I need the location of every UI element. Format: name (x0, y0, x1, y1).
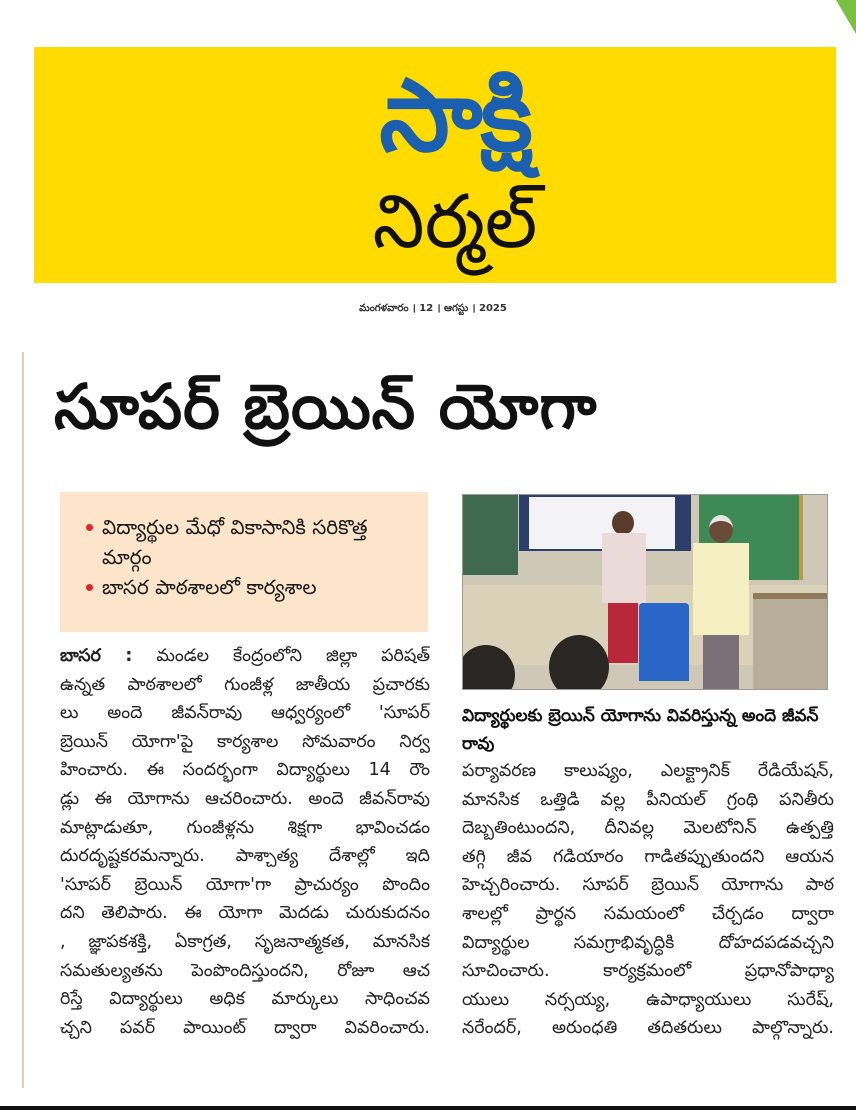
body-line: విద్యార్థుల సమగ్రాభివృద్ధికి దోహదపడవచ్చని (462, 932, 834, 953)
corner-tab-decoration (836, 0, 856, 34)
dateline-place: బాసర : (60, 646, 133, 666)
body-line: శాలల్లో ప్రార్థన సమయంలో చేర్చడం ద్వారా (462, 903, 834, 924)
bullet-icon (86, 584, 93, 591)
body-line: లు అందె జీవన్‌రావు ఆధ్వర్యంలో 'సూపర్ (60, 703, 430, 724)
highlight-text: బాసర పాఠశాలలో కార్యశాల (102, 575, 317, 599)
newspaper-brand-logo: సాక్షి (379, 57, 531, 174)
photo-caption: విద్యార్థులకు బ్రెయిన్ యోగాను వివరిస్తున్న అందె జీవన్ రావు (462, 706, 819, 754)
body-line: సమతుల్యతను పెంపొందిస్తుందని, రోజూ ఆచ (60, 960, 430, 981)
body-line: దెబ్బతింటుందని, దీనివల్ల మెలటోనిన్ ఉత్పత్తి (462, 818, 834, 839)
edition-name: నిర్మల్ (372, 179, 538, 265)
body-line: హించారు. ఈ సందర్భంగా విద్యార్థులు 14 రౌం (60, 760, 430, 781)
body-line: ఉన్నత పాఠశాలలో గుంజీళ్ల జాతీయ ప్రచారకు (60, 674, 430, 695)
bottom-divider (0, 1106, 856, 1110)
article-headline: సూపర్ బ్రెయిన్ యోగా (54, 370, 598, 443)
body-line: మానసిక ఒత్తిడి వల్ల పీనియల్ గ్రంథి పనితీరు (462, 789, 834, 810)
highlights-box (60, 492, 428, 632)
bullet-icon (86, 524, 93, 531)
highlight-item (86, 572, 410, 602)
body-line: రిస్తే విద్యార్థులు అధిక మార్కులు సాధించవ (60, 989, 430, 1010)
body-line: దని తెలిపారు. ఈ యోగా మెదడు చురుకుదనం (60, 903, 430, 924)
newspaper-masthead (34, 47, 836, 283)
body-line: 'సూపర్ బ్రెయిన్ యోగా'గా ప్రాచుర్యం పొందిం (60, 874, 430, 895)
body-line: నరేందర్, అరుంధతి తదితరులు పాల్గొన్నారు. (462, 1018, 834, 1039)
body-line: యులు నర్సయ్య, ఉపాధ్యాయులు సురేష్, (462, 989, 834, 1010)
body-line: హెచ్చరించారు. సూపర్ బ్రెయిన్ యోగాను పాఠ (462, 875, 834, 896)
chalkboard-left (463, 495, 518, 575)
body-line: బాసర : మండల కేంద్రంలోని జిల్లా పరిషత్ (60, 646, 430, 666)
desk (753, 593, 828, 690)
audience-head (549, 635, 609, 690)
publication-date: మంగళవారం । 12 । ఆగస్టు । 2025 (359, 303, 507, 314)
article-photo (462, 494, 828, 690)
body-line: దురదృష్టకరమన్నారు. పాశ్చాత్య దేశాల్లో ఇది (60, 846, 430, 867)
body-line: , జ్ఞాపకశక్తి, ఏకాగ్రత, సృజనాత్మకత, మానసిక (60, 931, 430, 952)
body-line: చ్చని పవర్ పాయింట్ ద్వారా వివరించారు. (60, 1017, 430, 1038)
body-line: మాట్లాడుతూ, గుంజీళ్లను శిక్షగా భావించడం (60, 817, 430, 838)
article-body-right-column (462, 757, 834, 1043)
body-line: సూచించారు. కార్యక్రమంలో ప్రధానోపాధ్యా (462, 961, 834, 982)
body-line: పర్యావరణ కాలుష్యం, ఎలక్ట్రానిక్ రేడియేషన్, (462, 761, 834, 781)
body-line: బ్రెయిన్ యోగా'పై కార్యశాల సోమవారం నిర్వ (60, 731, 430, 752)
body-line: డ్లు ఈ యోగాను ఆచరించారు. అందె జీవన్‌రావు (60, 788, 430, 809)
highlight-text: విద్యార్థుల మేధో వికాసానికి సరికొత్త మార్గం (102, 515, 368, 569)
student-figure (600, 511, 646, 671)
blue-container (639, 603, 689, 681)
news-article (22, 352, 856, 1088)
highlight-item (86, 512, 410, 572)
speaker-figure (687, 515, 755, 690)
article-body-left-column (60, 642, 430, 1042)
body-line: తగ్గి జీవ గడియారం గాడితప్పుతుందని ఆయన (462, 846, 834, 867)
